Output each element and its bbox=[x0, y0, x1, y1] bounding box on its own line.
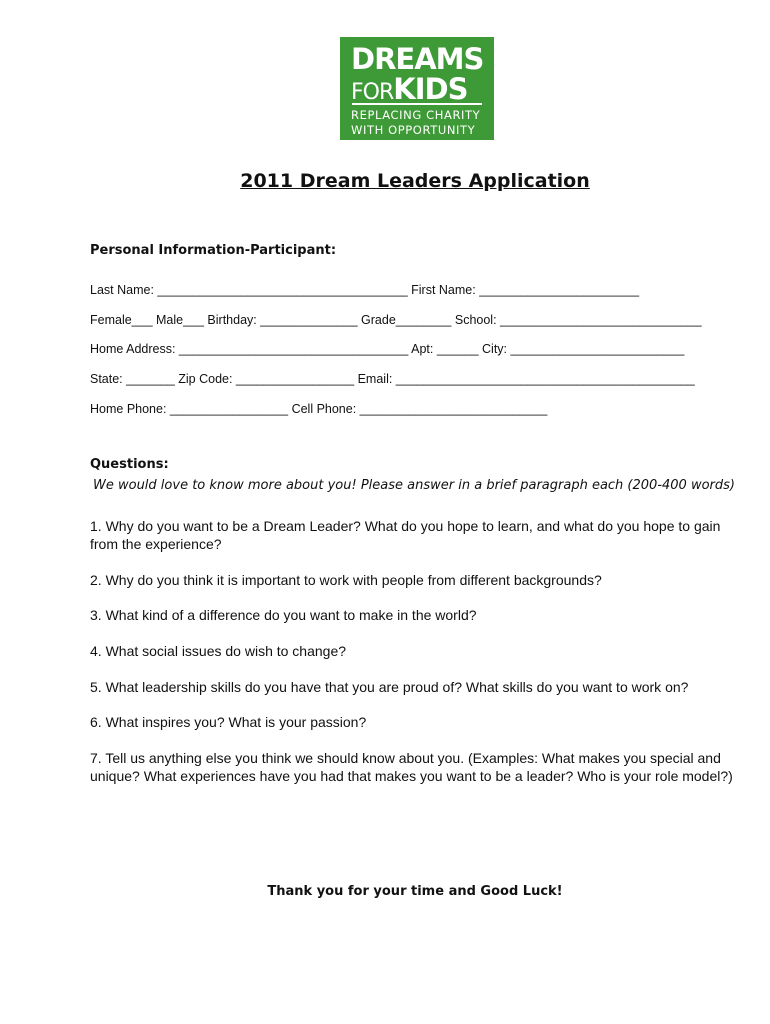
form-row-phones[interactable]: Home Phone: _________________ Cell Phone: ___________________________ bbox=[90, 402, 548, 416]
questions-heading: Questions: bbox=[90, 457, 169, 472]
question-item: 6. What inspires you? What is your passion? bbox=[90, 714, 367, 730]
form-row-location[interactable]: State: _______ Zip Code: _________________ Email: ___________________________________________ bbox=[90, 372, 695, 386]
logo-tagline-1: REPLACING CHARITY bbox=[351, 108, 481, 122]
question-item: 2. Why do you think it is important to work with people from different backgrounds? bbox=[90, 572, 602, 588]
question-item: 1. Why do you want to be a Dream Leader? What do you hope to learn, and what do you hope to gain from the experience? bbox=[90, 518, 721, 552]
logo-kids: KIDS bbox=[393, 72, 468, 106]
personal-info-heading: Personal Information-Participant: bbox=[90, 243, 337, 258]
page-title: 2011 Dream Leaders Application bbox=[240, 170, 590, 192]
questions-instructions: We would love to know more about you! Please answer in a brief paragraph each (200-400 words) bbox=[93, 478, 735, 493]
logo-for: FOR bbox=[351, 80, 394, 105]
closing-message: Thank you for your time and Good Luck! bbox=[267, 884, 563, 899]
form-row-name[interactable]: Last Name: ____________________________________ First Name: _______________________ bbox=[90, 283, 640, 297]
question-item: 5. What leadership skills do you have that you are proud of? What skills do you want to work on? bbox=[90, 679, 689, 695]
logo-line-dreams: DREAMS bbox=[351, 42, 484, 76]
dreams-for-kids-logo bbox=[340, 37, 494, 140]
form-row-demographics[interactable]: Female___ Male___ Birthday: ______________ Grade________ School: _____________________________ bbox=[90, 313, 702, 327]
question-item: 7. Tell us anything else you think we should know about you. (Examples: What makes you special and unique? What experiences have you had that makes you want to be a leader? Who is your role model?) bbox=[90, 750, 733, 784]
form-row-address[interactable]: Home Address: _________________________________ Apt: ______ City: _________________________ bbox=[90, 342, 685, 356]
question-item: 4. What social issues do wish to change? bbox=[90, 643, 347, 659]
logo-divider bbox=[352, 103, 482, 105]
logo-line-for-kids bbox=[351, 72, 468, 106]
logo-tagline-2: WITH OPPORTUNITY bbox=[351, 123, 476, 137]
question-item: 3. What kind of a difference do you want to make in the world? bbox=[90, 607, 477, 623]
